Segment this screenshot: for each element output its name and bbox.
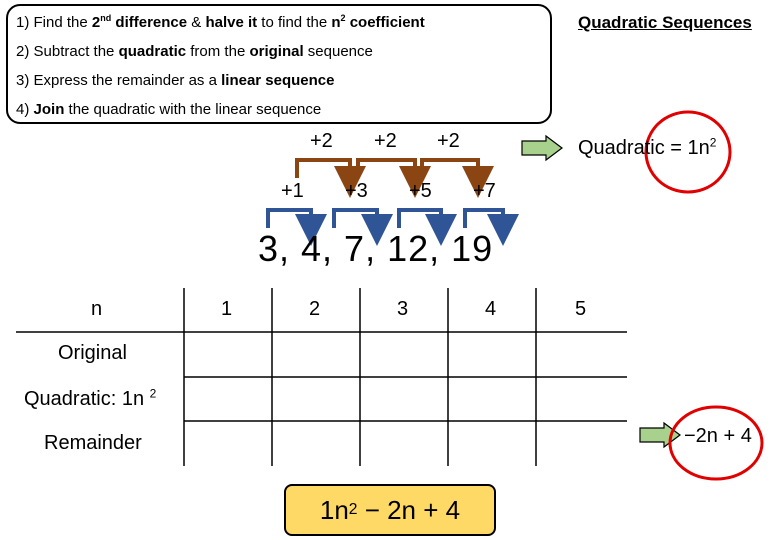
n-value: 2 [309,298,321,320]
row-label-power: 2 [149,386,157,401]
step-text: 2 [91,14,101,31]
second-diff-arrow [358,160,415,182]
step-text: Join [33,101,65,118]
first-diff-label: +3 [345,180,368,202]
step-number: 1) [16,14,30,31]
first-diff-label: +1 [281,180,304,202]
step-text: & [187,14,206,31]
n-value: 1 [221,298,233,320]
final-answer-box: 1n 2 − 2n + 4 [284,484,496,536]
quadratic-result-text: Quadratic = 1n [578,137,710,159]
step-number: 4) [16,101,30,118]
second-diff-arrow [297,160,350,182]
n-value: 5 [575,298,587,320]
step-text: linear sequence [221,72,335,89]
first-diff-arrow [465,210,503,230]
second-diff-arrow [422,160,478,182]
second-diff-label: +2 [374,130,397,152]
green-arrow [522,136,562,160]
table-header-n: n [91,298,103,320]
step-number: 2) [16,43,30,60]
second-diff-label: +2 [310,130,333,152]
step-text: the quadratic with the linear sequence [64,101,322,118]
quadratic-result [578,137,716,160]
n-value: 4 [485,298,497,320]
row-label-quadratic [24,388,156,411]
step-text: 2 [340,13,346,23]
step-text: halve it [205,14,258,31]
page-title: Quadratic Sequences [578,13,752,32]
row-label-text: Quadratic: 1n [24,388,145,410]
first-diff-arrow [268,210,311,230]
step-number: 3) [16,72,30,89]
step-text: coefficient [345,14,425,31]
step-text: Find the [33,14,92,31]
step-text: quadratic [118,43,187,60]
answer-part: 1n [319,494,349,525]
first-diff-arrow [399,210,441,230]
sequence: 3, 4, 7, 12, 19 [258,228,494,269]
row-label-original: Original [58,342,127,364]
step-text: original [249,43,304,60]
first-diff-label: +7 [473,180,496,202]
remainder-result: −2n + 4 [684,425,752,447]
quadratic-result-power: 2 [709,135,717,150]
step-text: difference [111,14,188,31]
step-text: sequence [303,43,373,60]
step-text: n [331,14,341,31]
step-text: from the [186,43,250,60]
row-label-remainder: Remainder [44,432,142,454]
first-diff-arrow [334,210,377,230]
step-text: to find the [257,14,332,31]
n-value: 3 [397,298,409,320]
first-diff-label: +5 [409,180,432,202]
second-diff-label: +2 [437,130,460,152]
step-text: Express the remainder as a [33,72,222,89]
step-text: Subtract the [33,43,119,60]
step-text: nd [100,13,112,23]
answer-part: − 2n + 4 [357,494,461,525]
